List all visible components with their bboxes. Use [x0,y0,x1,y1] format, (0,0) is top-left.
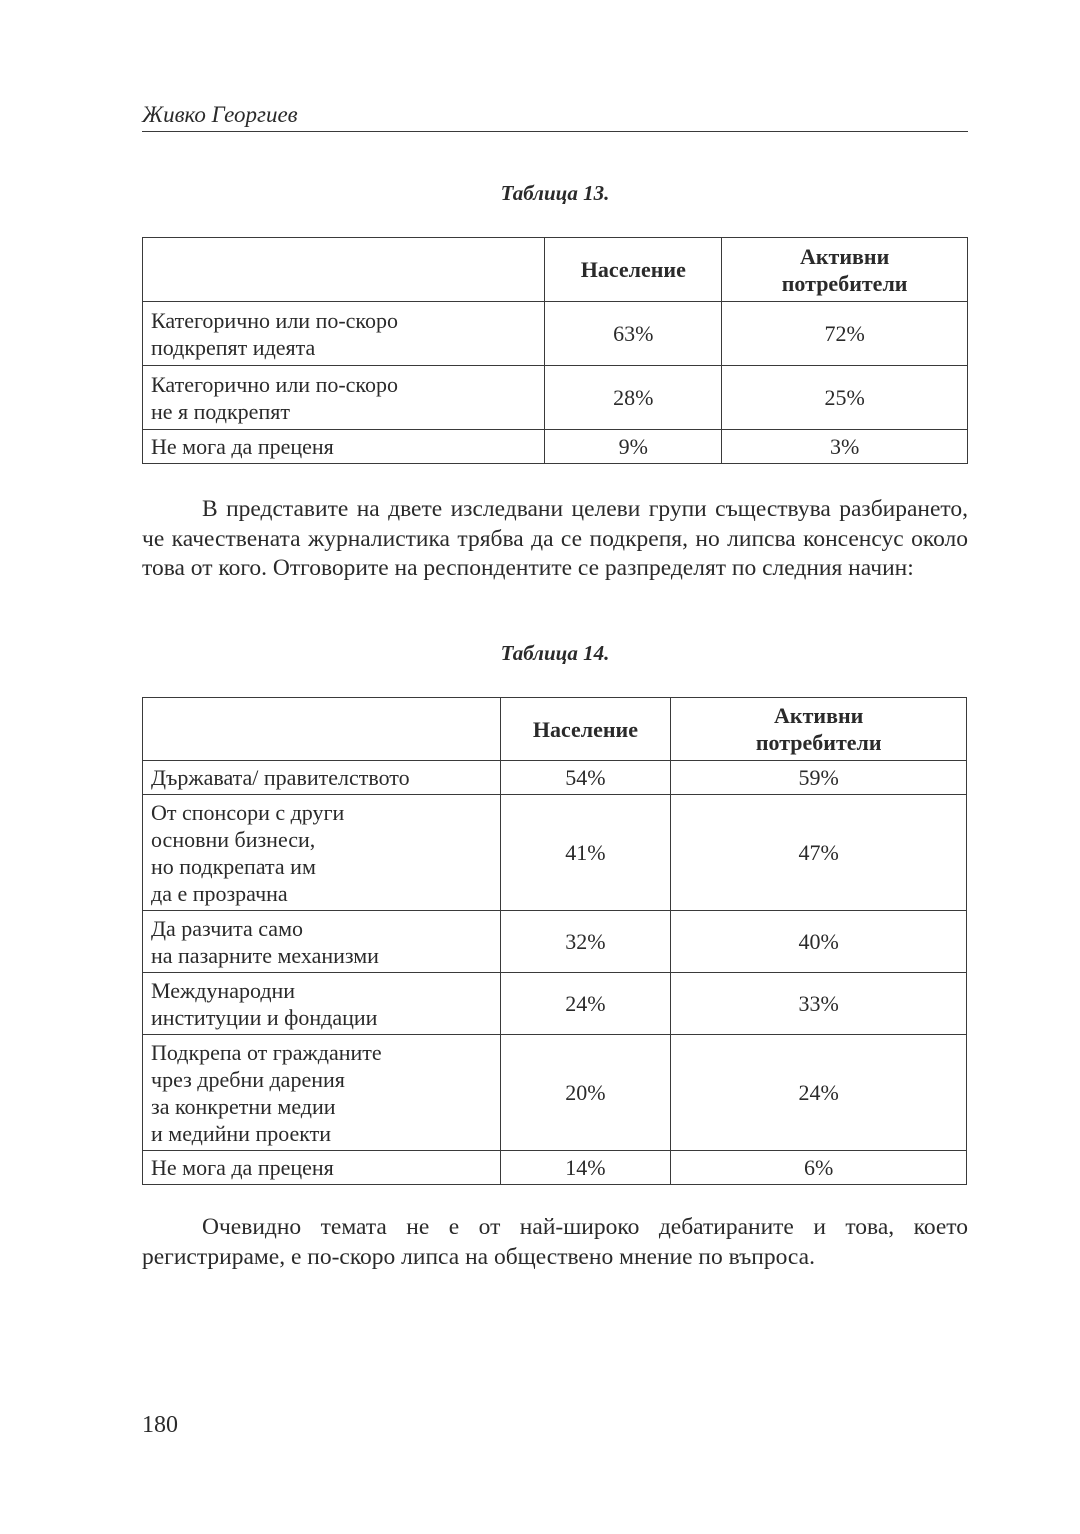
table-row [143,795,967,911]
active-users-value: 6% [671,1151,967,1185]
row-label: Подкрепа от гражданите чрез дребни дарения за конкретни медии и медийни проекти [143,1035,501,1151]
running-head-author: Живко Георгиев [142,100,968,132]
row-label: Категорично или по-скоро не я подкрепят [143,366,545,430]
active-users-value: 47% [671,795,967,911]
page-number: 180 [142,1412,178,1438]
row-label: Не мога да преценя [143,1151,501,1185]
population-value: 54% [500,761,671,795]
row-label: Да разчита само на пазарните механизми [143,911,501,973]
active-users-value: 40% [671,911,967,973]
population-value: 14% [500,1151,671,1185]
population-value: 63% [545,302,722,366]
table-14-caption: Таблица 14. [500,641,610,665]
table-header-row [143,238,968,302]
header-cell-empty [143,698,501,761]
row-label: Международни институции и фондации [143,973,501,1035]
table-row [143,366,968,430]
active-users-value: 24% [671,1035,967,1151]
active-users-value: 59% [671,761,967,795]
body-paragraph-1: В представите на двете изследвани целеви групи съществува разбирането, че качествената журналистика трябва да се подкрепя, но липсва консенсус около това от кого. Отговорите на респондентите се разпределят по следния начин: [142,496,968,581]
population-value: 24% [500,973,671,1035]
row-label: Не мога да преценя [143,430,545,464]
table-row [143,1035,967,1151]
header-cell-population: Население [500,698,671,761]
table-13 [142,237,968,464]
table-row [143,302,968,366]
table-row [143,1151,967,1185]
active-users-value: 25% [722,366,968,430]
table-row [143,430,968,464]
header-cell-active-users: Активни потребители [722,238,968,302]
active-users-value: 33% [671,973,967,1035]
row-label: Държавата/ правителството [143,761,501,795]
population-value: 28% [545,366,722,430]
table-13-caption: Таблица 13. [500,181,610,205]
header-cell-population: Население [545,238,722,302]
active-users-value: 3% [722,430,968,464]
body-paragraph-2: Очевидно темата не е от най-широко дебатираните и това, което регистрираме, е по-скоро липса на обществено мнение по въпроса. [142,1214,968,1270]
table-row [143,911,967,973]
table-row [143,761,967,795]
active-users-value: 72% [722,302,968,366]
header-cell-empty [143,238,545,302]
row-label: От спонсори с други основни бизнеси, но подкрепата им да е прозрачна [143,795,501,911]
population-value: 20% [500,1035,671,1151]
header-cell-active-users: Активни потребители [671,698,967,761]
row-label: Категорично или по-скоро подкрепят идеята [143,302,545,366]
population-value: 32% [500,911,671,973]
table-header-row [143,698,967,761]
table-row [143,973,967,1035]
population-value: 9% [545,430,722,464]
population-value: 41% [500,795,671,911]
table-14 [142,697,967,1185]
